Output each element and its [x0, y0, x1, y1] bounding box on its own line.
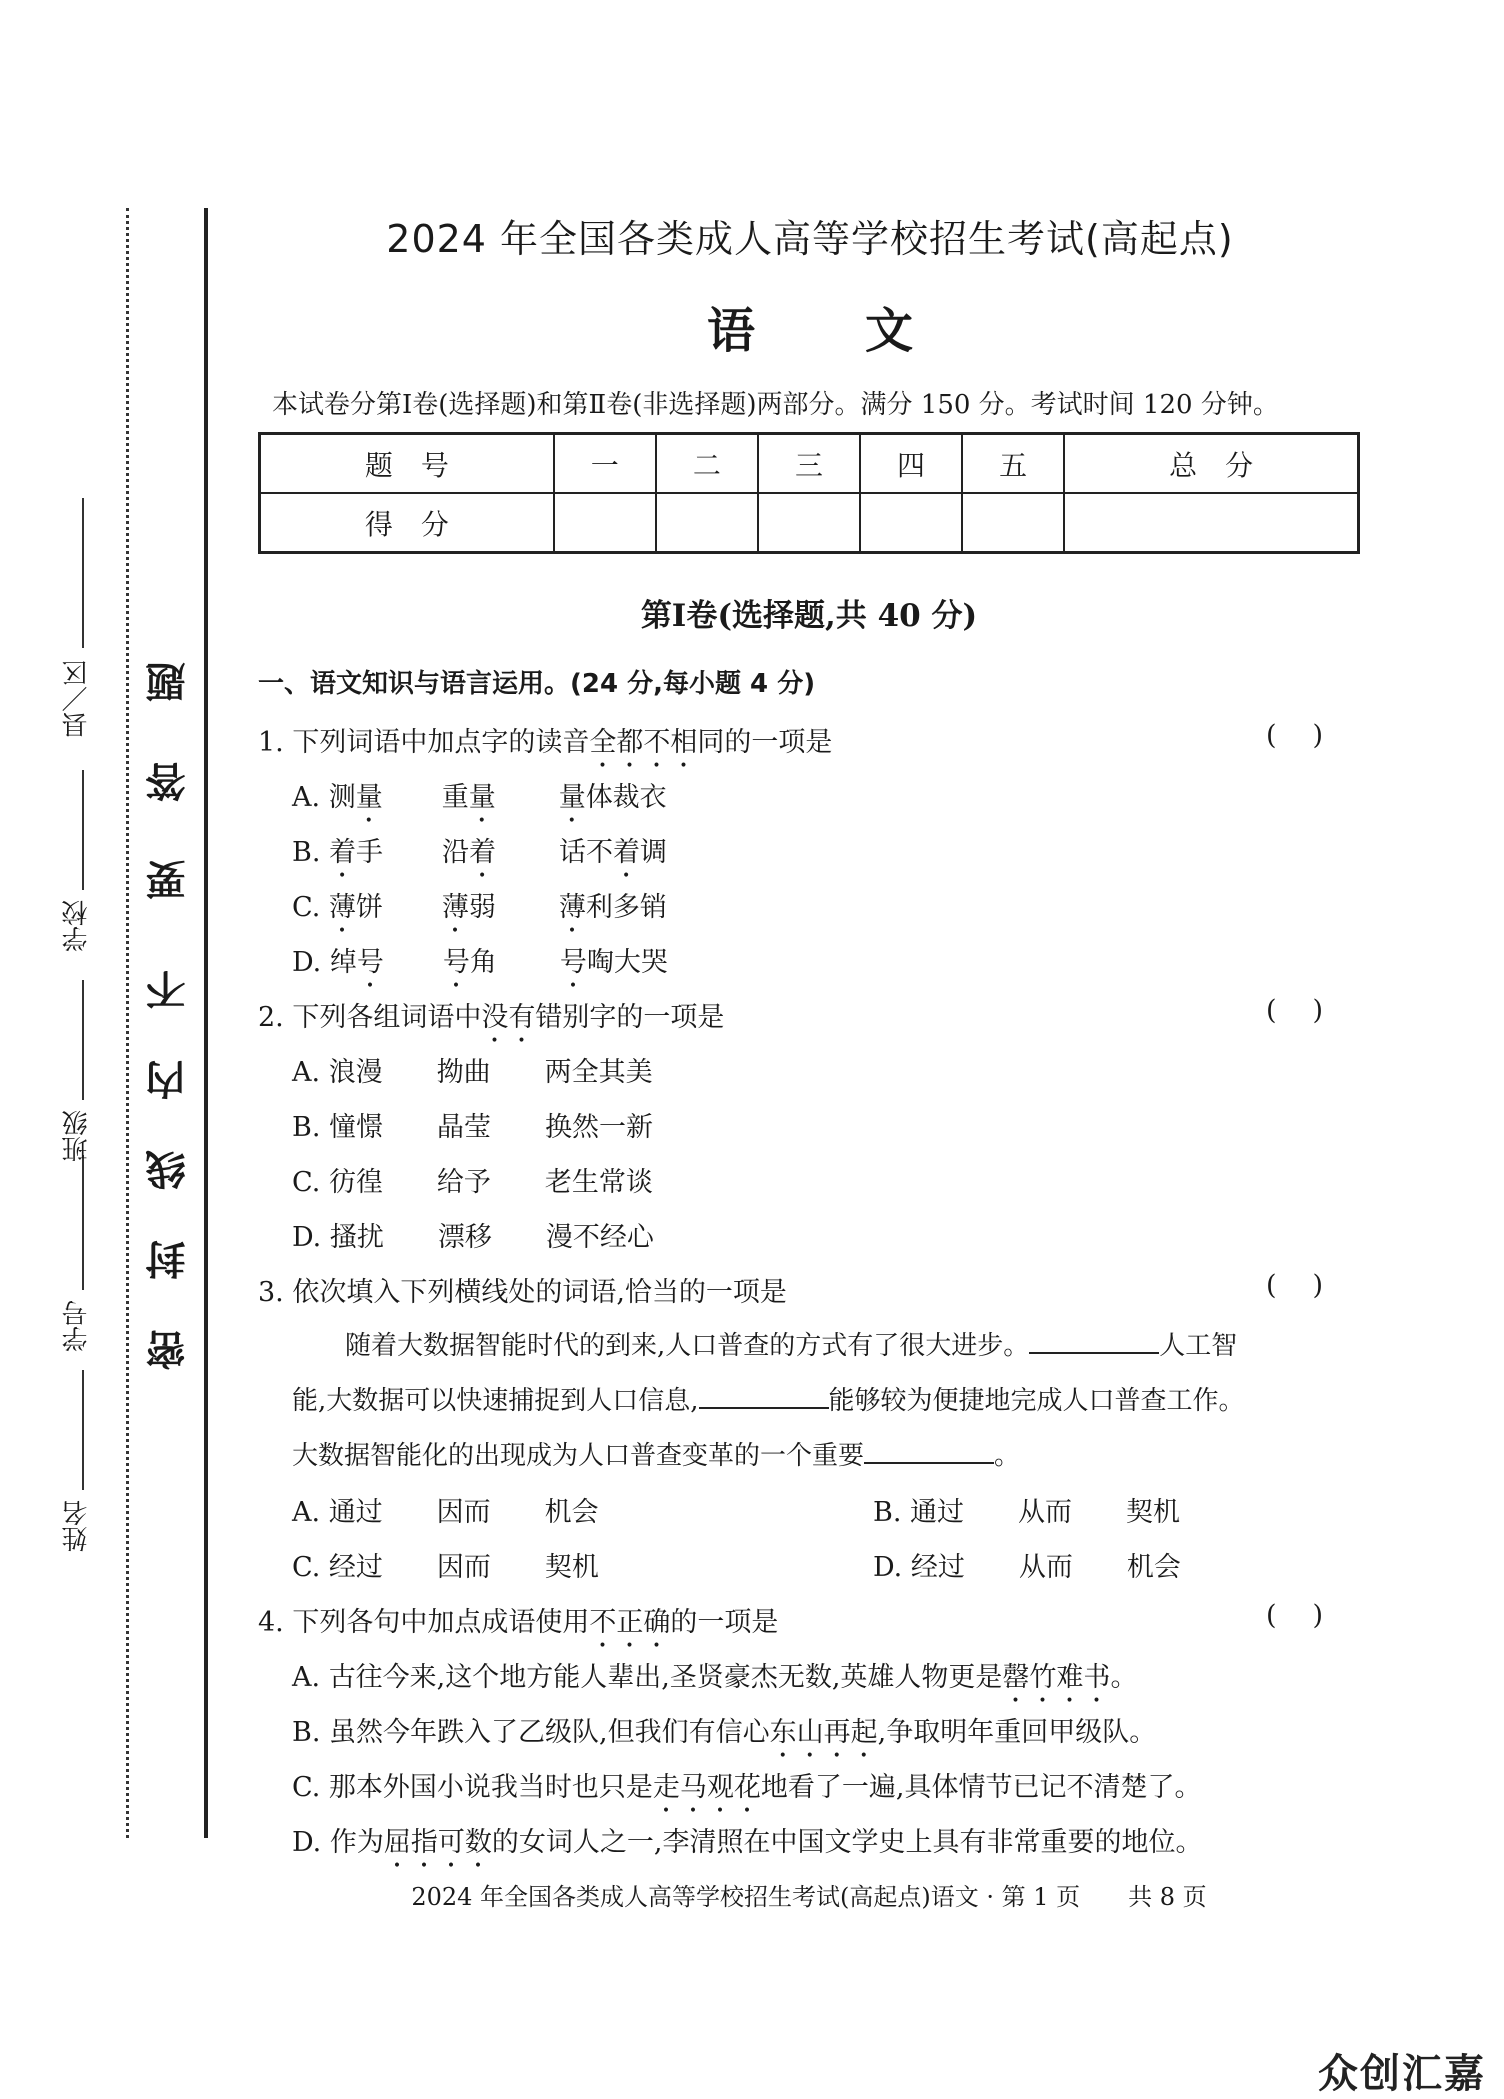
question-3-stem: 3. 依次填入下列横线处的词语,恰当的一项是 [258, 1277, 787, 1308]
stem-text: 4. 下列各句中加点成语使用 [258, 1607, 590, 1638]
stem-text: 2. 下列各组词语中 [258, 1002, 482, 1033]
word-part: 话不 [559, 837, 614, 868]
q1-option-b[interactable] [292, 830, 667, 884]
option-text: 的女词人之一,李清照在中国文学史上具有非常重要的地位。 [491, 1827, 1203, 1858]
option-text: 那本外国小说我当时也只是 [328, 1772, 653, 1803]
student-id-label: 学号 [62, 1300, 92, 1352]
option-text: 地看了一遍,具体情节已记不清楚了。 [760, 1772, 1202, 1803]
option-label: A. [292, 782, 321, 813]
score-input-cell[interactable] [554, 493, 656, 553]
option-label: B. [292, 837, 321, 868]
passage-text: 人工智 [1159, 1331, 1238, 1361]
seal-char: 要 [145, 860, 192, 900]
binding-dotted-line [126, 208, 129, 1838]
score-cell: 题 号 [260, 434, 554, 494]
q3-option-c[interactable] [292, 1545, 599, 1584]
stem-text: 1. 下列词语中加点字的读音 [258, 727, 590, 758]
score-table-score-row [260, 493, 1359, 553]
word-part: 啕大哭 [586, 947, 668, 978]
seal-char: 答 [145, 762, 192, 802]
stem-text: 错别字的一项是 [535, 1002, 725, 1033]
dotted-char: 号 [356, 947, 384, 978]
option-label: C. [292, 1167, 321, 1198]
dotted-char: 着 [329, 837, 357, 868]
option-text: 浪漫 拗曲 两全其美 [328, 1057, 653, 1088]
score-input-cell[interactable] [1064, 493, 1358, 553]
seal-char: 不 [145, 970, 192, 1010]
option-label: B. [292, 1112, 321, 1143]
score-input-cell[interactable] [758, 493, 860, 553]
score-input-cell[interactable] [656, 493, 758, 553]
q2-option-b[interactable] [292, 1105, 653, 1144]
option-text: 古往今来,这个地方能人辈出,圣贤豪杰无数,英雄人物更是 [328, 1662, 1003, 1693]
fill-blank[interactable] [1029, 1332, 1159, 1354]
q2-option-d[interactable] [292, 1215, 654, 1254]
score-cell: 一 [554, 434, 656, 494]
dotted-char: 量 [468, 782, 496, 813]
county-label: 县／区 [62, 660, 92, 738]
q2-option-a[interactable] [292, 1050, 653, 1089]
dotted-char: 号 [442, 947, 470, 978]
q1-option-a[interactable] [292, 775, 667, 829]
q3-option-b[interactable] [873, 1490, 1180, 1529]
answer-paren: () [1266, 1270, 1360, 1301]
q4-option-c[interactable] [292, 1765, 1201, 1819]
section1-title: 一、语文知识与语言运用。(24 分,每小题 4 分) [258, 669, 816, 699]
watermark-logo: 众创汇嘉 [1318, 2051, 1486, 2097]
dotted-char: 着 [613, 837, 641, 868]
option-text: 经过 从而 机会 [910, 1552, 1181, 1583]
word-part: 饼 [355, 892, 383, 923]
passage-text: 大数据智能化的出现成为人口普查变革的一个重要 [292, 1441, 865, 1471]
score-cell: 五 [962, 434, 1064, 494]
stem-text: 同的一项是 [697, 727, 833, 758]
q1-option-c[interactable] [292, 885, 667, 939]
dotted-idiom: 屈指可数 [383, 1827, 492, 1858]
option-label: C. [292, 1772, 321, 1803]
question-1-stem [258, 720, 832, 774]
passage-text: 随着大数据智能时代的到来,人口普查的方式有了很大进步。 [345, 1331, 1030, 1361]
option-label: B. [873, 1497, 902, 1528]
option-text: 通过 从而 契机 [910, 1497, 1181, 1528]
q3-passage-line [345, 1325, 1237, 1362]
part1-title: 第Ⅰ卷(选择题,共 40 分) [640, 598, 978, 634]
seal-char: 内 [145, 1060, 192, 1100]
option-label: D. [873, 1552, 903, 1583]
word-part: 角 [469, 947, 497, 978]
exam-intro: 本试卷分第Ⅰ卷(选择题)和第Ⅱ卷(非选择题)两部分。满分 150 分。考试时间 120 分钟。 [272, 390, 1279, 420]
q3-passage-line [292, 1435, 1020, 1472]
exam-title: 2024 年全国各类成人高等学校招生考试(高起点) [386, 217, 1234, 261]
q4-option-d[interactable] [292, 1820, 1202, 1874]
seal-char: 密 [145, 1330, 192, 1370]
binding-solid-line [204, 208, 208, 1838]
word-part: 弱 [468, 892, 496, 923]
stem-text: 的一项是 [670, 1607, 779, 1638]
q3-option-d[interactable] [873, 1545, 1181, 1584]
score-cell: 二 [656, 434, 758, 494]
dotted-char: 量 [355, 782, 383, 813]
name-label: 姓名 [62, 1500, 92, 1552]
option-text: 搔扰 漂移 漫不经心 [329, 1222, 654, 1253]
subject-title: 语文 [706, 303, 1023, 359]
option-text: 经过 因而 契机 [328, 1552, 599, 1583]
q2-option-c[interactable] [292, 1160, 653, 1199]
word-part: 体裁衣 [585, 782, 667, 813]
option-label: A. [292, 1662, 321, 1693]
q3-passage-line [292, 1380, 1245, 1417]
answer-paren: () [1266, 1600, 1360, 1631]
question-4-stem [258, 1600, 778, 1654]
answer-paren: () [1266, 720, 1360, 751]
school-blank [82, 770, 84, 890]
class-blank [82, 980, 84, 1100]
option-label: C. [292, 1552, 321, 1583]
score-table [258, 432, 1360, 554]
score-cell: 得 分 [260, 493, 554, 553]
word-part: 测 [328, 782, 356, 813]
word-part: 利多销 [585, 892, 667, 923]
name-blank [82, 1370, 84, 1490]
dotted-char: 薄 [558, 892, 586, 923]
option-label: D. [292, 1222, 322, 1253]
word-part: 手 [356, 837, 384, 868]
passage-text: 能够较为便捷地完成人口普查工作。 [828, 1386, 1245, 1416]
school-label: 学校 [62, 900, 92, 952]
option-label: C. [292, 892, 321, 923]
q1-option-d[interactable] [292, 940, 668, 994]
score-input-cell[interactable] [860, 493, 962, 553]
option-label: A. [292, 1057, 321, 1088]
dotted-char: 号 [559, 947, 587, 978]
stem-dotted-text: 没有 [481, 1002, 536, 1033]
dotted-char: 薄 [441, 892, 469, 923]
stem-dotted-text: 全都不相 [589, 727, 698, 758]
passage-text: 。 [994, 1441, 1021, 1471]
score-cell: 四 [860, 434, 962, 494]
option-label: B. [292, 1717, 321, 1748]
word-part: 沿 [442, 837, 470, 868]
question-2-stem [258, 995, 724, 1049]
option-label: D. [292, 1827, 322, 1858]
seal-char: 封 [145, 1240, 192, 1280]
option-text: 通过 因而 机会 [328, 1497, 599, 1528]
q4-option-b[interactable] [292, 1710, 1156, 1764]
class-label: 班级 [62, 1110, 92, 1162]
seal-char: 题 [145, 662, 192, 702]
option-text: 作为 [329, 1827, 384, 1858]
page-footer: 2024 年全国各类成人高等学校招生考试(高起点)语文 · 第 1 页 共 8 页 [411, 1883, 1207, 1911]
dotted-char: 薄 [328, 892, 356, 923]
fill-blank[interactable] [699, 1387, 829, 1409]
score-cell: 总 分 [1064, 434, 1358, 494]
student-id-blank [82, 1155, 84, 1290]
option-text: 憧憬 晶莹 换然一新 [329, 1112, 654, 1143]
word-part: 调 [640, 837, 668, 868]
dotted-idiom: 东山再起 [769, 1717, 878, 1748]
option-text: ,争取明年重回甲级队。 [877, 1717, 1157, 1748]
dotted-idiom: 罄竹难书 [1002, 1662, 1111, 1693]
option-label: D. [292, 947, 322, 978]
q4-option-a[interactable] [292, 1655, 1137, 1709]
answer-paren: () [1266, 995, 1360, 1026]
county-blank [82, 498, 84, 648]
word-part: 绰 [329, 947, 357, 978]
q3-option-a[interactable] [292, 1490, 599, 1529]
score-cell: 三 [758, 434, 860, 494]
score-table-header-row [260, 434, 1359, 494]
dotted-char: 着 [469, 837, 497, 868]
dotted-idiom: 走马观花 [652, 1772, 761, 1803]
stem-dotted-text: 不正确 [589, 1607, 671, 1638]
fill-blank[interactable] [864, 1442, 994, 1464]
option-text: 。 [1110, 1662, 1138, 1693]
option-text: 虽然今年跌入了乙级队,但我们有信心 [329, 1717, 770, 1748]
score-input-cell[interactable] [962, 493, 1064, 553]
option-label: A. [292, 1497, 321, 1528]
word-part: 重 [441, 782, 469, 813]
option-text: 彷徨 给予 老生常谈 [328, 1167, 653, 1198]
passage-text: 能,大数据可以快速捕捉到人口信息, [292, 1386, 699, 1416]
dotted-char: 量 [558, 782, 586, 813]
seal-char: 线 [145, 1150, 192, 1190]
